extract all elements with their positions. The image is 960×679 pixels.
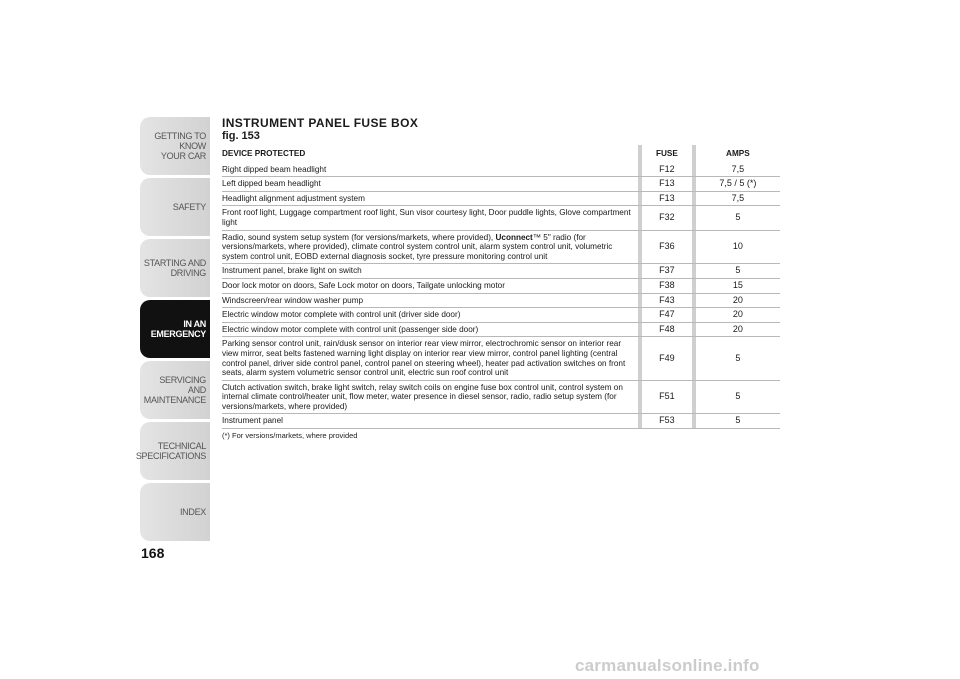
tab-label: SERVICING AND MAINTENANCE [143,375,206,405]
tab-safety[interactable] [140,178,210,236]
table-header-row [222,145,780,163]
fuse-cell: F13 [642,191,692,206]
device-cell: Instrument panel [222,414,638,429]
device-cell: Front roof light, Luggage compartment roof light, Sun visor courtesy light, Door puddle lights, Glove compartment light [222,206,638,230]
amps-cell: 20 [696,322,780,337]
amps-cell: 7,5 [696,191,780,206]
fuse-table [222,145,780,429]
device-text: ™ 5" radio (for versions/markets, where provided), climate control system control unit, alarm system control unit, volumetric system control unit, EOBD external diagnosis socket, tyre pressure monitoring control unit [222,232,613,261]
device-cell: Instrument panel, brake light on switch [222,264,638,279]
tab-in-an-emergency[interactable] [140,300,210,358]
amps-cell: 20 [696,293,780,308]
table-row [222,414,780,429]
tab-label: TECHNICAL SPECIFICATIONS [135,441,206,461]
chapter-sidebar [135,117,210,544]
table-row [222,293,780,308]
table-row [222,278,780,293]
table-row [222,163,780,177]
table-row [222,177,780,192]
tab-technical-specifications[interactable] [135,422,210,480]
fuse-cell: F43 [642,293,692,308]
device-cell [222,230,638,264]
page-number: 168 [141,545,165,561]
tab-label: IN AN EMERGENCY [150,319,206,339]
tab-label: GETTING TO KNOW YOUR CAR [154,131,206,161]
fuse-cell: F13 [642,177,692,192]
device-cell: Parking sensor control unit, rain/dusk sensor on interior rear view mirror, electrochromic sensor on interior rear view mirror, seat belts fastened warning light display on interior rear view mirror, control panel lighting (central control panel, driver side control panel, control panel on steering wheel), heater pad activation switches on front seats, alarm system volumetric sensor control unit, electric sun roof control unit [222,337,638,380]
amps-cell: 15 [696,278,780,293]
header-amps: AMPS [726,149,750,158]
uconnect-brand: Uconnect [495,232,533,242]
tab-label: STARTING AND DRIVING [143,258,206,278]
fuse-cell: F12 [642,163,692,177]
device-cell: Left dipped beam headlight [222,177,638,192]
device-cell: Clutch activation switch, brake light switch, relay switch coils on engine fuse box control unit, control system on internal climate control/heater unit, flow meter, water presence in diesel sensor, radio, radio setup system (for versions/markets, where provided) [222,380,638,414]
device-text: Radio, sound system setup system (for versions/markets, where provided), [222,232,496,242]
tab-getting-to-know-your-car[interactable] [140,117,210,175]
device-cell: Door lock motor on doors, Safe Lock motor on doors, Tailgate unlocking motor [222,278,638,293]
device-cell: Headlight alignment adjustment system [222,191,638,206]
device-cell: Windscreen/rear window washer pump [222,293,638,308]
device-cell: Electric window motor complete with control unit (driver side door) [222,308,638,323]
fuse-cell: F47 [642,308,692,323]
fuse-cell: F32 [642,206,692,230]
fuse-cell: F48 [642,322,692,337]
amps-cell: 5 [696,337,780,380]
fuse-cell: F49 [642,337,692,380]
tab-starting-and-driving[interactable] [140,239,210,297]
amps-cell: 7,5 [696,163,780,177]
tab-index[interactable] [140,483,210,541]
amps-cell: 10 [696,230,780,264]
fuse-cell: F37 [642,264,692,279]
fuse-cell: F51 [642,380,692,414]
header-device: DEVICE PROTECTED [222,149,306,158]
device-cell: Right dipped beam headlight [222,163,638,177]
table-row [222,206,780,230]
fuse-cell: F38 [642,278,692,293]
table-row [222,380,780,414]
amps-cell: 5 [696,264,780,279]
header-fuse: FUSE [655,149,678,158]
table-row [222,322,780,337]
table-row [222,308,780,323]
watermark: carmanualsonline.info [575,656,760,675]
table-row [222,337,780,380]
amps-cell: 5 [696,206,780,230]
figure-reference: fig. 153 [222,130,260,142]
device-cell: Electric window motor complete with control unit (passenger side door) [222,322,638,337]
amps-cell: 5 [696,380,780,414]
table-row [222,191,780,206]
fuse-cell: F53 [642,414,692,429]
tab-label: INDEX [179,507,206,517]
footnote: (*) For versions/markets, where provided [222,431,358,441]
fuse-cell: F36 [642,230,692,264]
amps-cell: 20 [696,308,780,323]
table-row [222,264,780,279]
section-title: INSTRUMENT PANEL FUSE BOX [222,116,419,130]
amps-cell: 5 [696,414,780,429]
amps-cell: 7,5 / 5 (*) [696,177,780,192]
tab-label: SAFETY [172,202,206,212]
tab-servicing-and-maintenance[interactable] [140,361,210,419]
main-content [222,117,780,440]
table-row [222,230,780,264]
